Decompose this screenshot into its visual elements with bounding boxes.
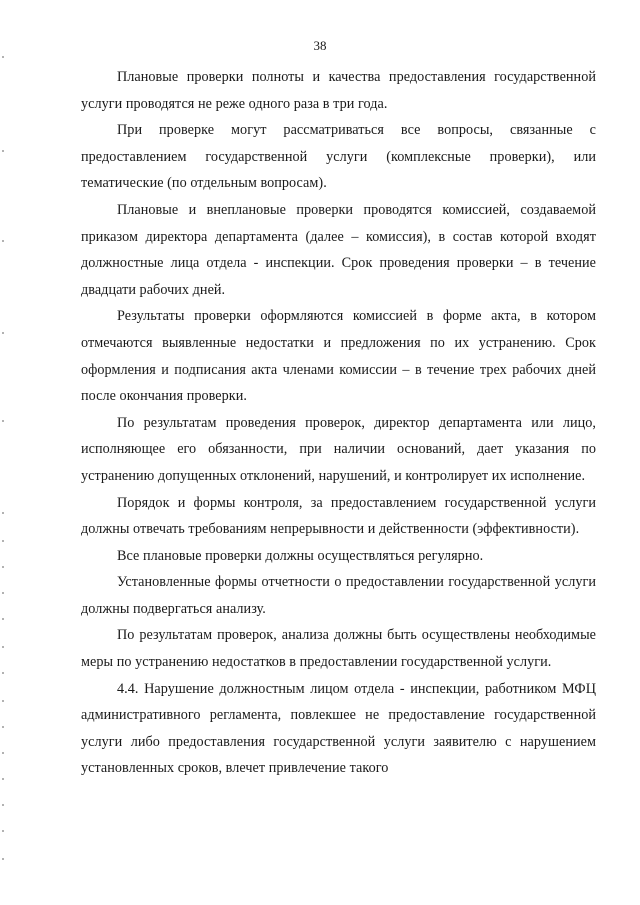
binding-margin-marks bbox=[2, 0, 6, 905]
paragraph-director-instructions: По результатам проведения проверок, директор департамента или лицо, исполняющее его обязанности, при наличии оснований, дает указания по устранению допущенных отклонений, нарушений, и контролирует их исполнение. bbox=[81, 414, 596, 484]
paragraph-planned-checks: Плановые проверки полноты и качества предоставления государственной услуги проводятся не реже одного раза в три года. bbox=[81, 69, 596, 112]
paragraph-remedial-measures: По результатам проверок, анализа должны быть осуществлены необходимые меры по устранению недостатков в предоставлении государственной услуги. bbox=[81, 627, 596, 671]
paragraph-control-requirements: Порядок и формы контроля, за предоставлением государственной услуги должны отвечать требованиям непрерывности и действенности (эффективности). bbox=[81, 494, 596, 538]
paragraph-check-results: Результаты проверки оформляются комиссией в форме акта, в котором отмечаются выявленные недостатки и предложения по их устранению. Срок оформления и подписания акта членами комиссии – в течение трех рабочих дней после окончания проверки. bbox=[81, 308, 596, 405]
paragraph-reporting-analysis: Установленные формы отчетности о предоставлении государственной услуги должны подвергаться анализу. bbox=[81, 574, 596, 617]
page-number: 38 bbox=[313, 38, 327, 53]
paragraph-commission: Плановые и внеплановые проверки проводятся комиссией, создаваемой приказом директора департамента (далее – комиссия), в состав которой входят должностные лица отдела - инспекции. Срок проведения проверки – в течение двадцати рабочих дней. bbox=[81, 201, 596, 298]
paragraph-section-4-4: 4.4. Нарушение должностным лицом отдела - инспекции, работником МФЦ административного регламента, повлекшее не предоставление государственной услуги либо предоставления государственной услуги заявителю с нарушением установленных сроков, влечет привлечение такого bbox=[81, 680, 596, 777]
paragraph-regular-checks: Все плановые проверки должны осуществляться регулярно. bbox=[117, 547, 484, 564]
paragraph-check-scope: При проверке могут рассматриваться все вопросы, связанные с предоставлением государственной услуги (комплексные проверки), или тематические (по отдельным вопросам). bbox=[81, 122, 596, 192]
document-body bbox=[81, 64, 596, 782]
